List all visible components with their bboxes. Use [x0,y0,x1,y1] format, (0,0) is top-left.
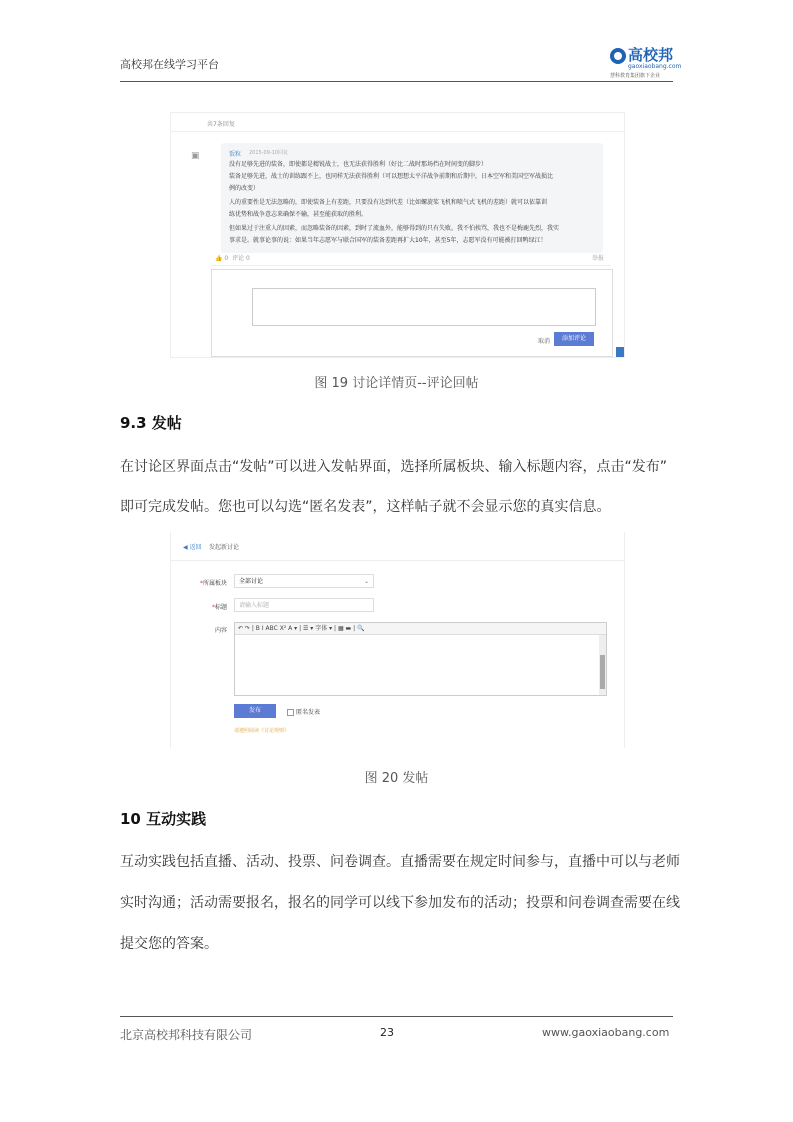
figure-20-screenshot [170,532,625,748]
board-label: *所属板块 [199,580,227,587]
divider [211,265,611,266]
thumbs-up-icon[interactable]: 👍 [215,255,223,262]
comment-line: 人的重要性是无法忽略的，即使装备上有差距，只要没有达到代差（比如螺旋桨飞机和喷气式飞机的差距）就可以依靠训 [229,199,548,206]
footer-website: www.gaoxiaobang.com [542,1026,670,1039]
page-number: 23 [380,1026,394,1039]
editor-toolbar[interactable]: ↶ ↷ | B I ABC X² A ▾ | ☰ ▾ 字体 ▾ | ▦ ▬ | 🔍 [235,623,606,635]
add-comment-button[interactable]: 添加评论 [554,332,594,346]
paragraph-line: 在讨论区界面点击“发帖”可以进入发帖界面，选择所属板块、输入标题内容，点击“发布” [120,459,668,475]
section-heading-10: 10 互动实践 [120,810,207,828]
logo-domain: gaoxiaobang.com [628,63,682,70]
reply-count: 共7条回复 [207,121,235,128]
editor-scrollbar[interactable] [599,635,606,695]
report-link[interactable]: 举报 [591,255,604,262]
comment-user[interactable]: 饭粒 [229,151,242,158]
scroll-top-icon[interactable] [616,347,624,357]
like-count: 0 [224,255,229,262]
comment-line: 但如果过于注重人的因素，而忽略装备的因素，到时了流血外，能够得到的只有失败。我不怕挨骂，我也不是梅鹿先烈，我实 [229,225,560,232]
comment-reply-box [211,269,613,357]
figure-20-caption: 图 20 发帖 [364,771,429,786]
comment-input[interactable] [252,288,596,326]
anonymous-checkbox[interactable]: 匿名发表 [287,707,320,716]
header-divider [120,81,673,82]
divider [171,131,624,132]
title-label: *标题 [211,604,227,611]
comment-date: 2015-09-10回复 [249,150,289,156]
comment-line: 练优势和战争意志来确保不输，甚至能获取的胜利。 [229,211,368,218]
chevron-down-icon: ⌄ [363,578,369,585]
figure-19-screenshot [170,112,625,358]
page-title: 发起新讨论 [209,544,240,551]
paragraph-line: 实时沟通；活动需要报名，报名的同学可以线下参加发布的活动；投票和问卷调查需要在线 [120,895,680,911]
figure-19-caption: 图 19 讨论详情页--评论回帖 [314,376,479,391]
logo-text: 高校邦 [628,46,674,64]
comment-bubble [221,143,603,253]
footer-divider [120,1016,673,1017]
comment-count-link[interactable]: 评论 0 [232,255,250,262]
cancel-button[interactable]: 取消 [538,338,551,345]
header-title: 高校邦在线学习平台 [120,58,219,71]
paragraph-line: 互动实践包括直播、活动、投票、问卷调查。直播需要在规定时间参与，直播中可以与老师 [120,854,680,870]
comment-line: 例的改变） [229,185,260,192]
logo-tagline: 慧科教育集团旗下企业 [610,73,661,79]
back-arrow-icon: ◀ [183,544,190,551]
comment-line: 没有足够先进的装备，即使都是精锐战士，也无法获得胜利（好比二战时那场挡在时间变的脚步） [229,161,488,168]
comment-actions [215,253,250,262]
back-link[interactable]: ◀ 返回 [183,544,202,551]
content-editor[interactable] [234,622,607,696]
paragraph-line: 即可完成发帖。您也可以勾选“匿名发表”，这样帖子就不会显示您的真实信息。 [120,499,611,515]
comment-line: 装备足够先进，战士的训练跟不上，也同样无法获得胜利（可以想想太平洋战争前期和后期中，日本空军和美国空军战损比 [229,173,554,180]
comment-line: 事求是。就事论事的说：如果当年志愿军与联合国军的装备差距再扩大10年，甚至5年，志愿军没有可能被打回鸭绿江！ [229,237,547,244]
section-heading-9-3: 9.3 发帖 [120,414,182,432]
divider [171,560,624,561]
board-select[interactable]: 全部讨论 ⌄ [234,574,374,588]
title-input[interactable]: 请输入标题 [234,598,374,612]
brand-logo [608,44,682,80]
paragraph-line: 提交您的答案。 [120,936,218,952]
publish-button[interactable]: 发布 [234,704,276,718]
footer-company: 北京高校邦科技有限公司 [120,1028,253,1042]
logo-icon [610,48,626,64]
rules-link[interactable]: 请遵照阅读《讨论规则》 [234,728,290,734]
avatar: ▣ [191,151,200,161]
content-label: 内容 [214,627,227,634]
